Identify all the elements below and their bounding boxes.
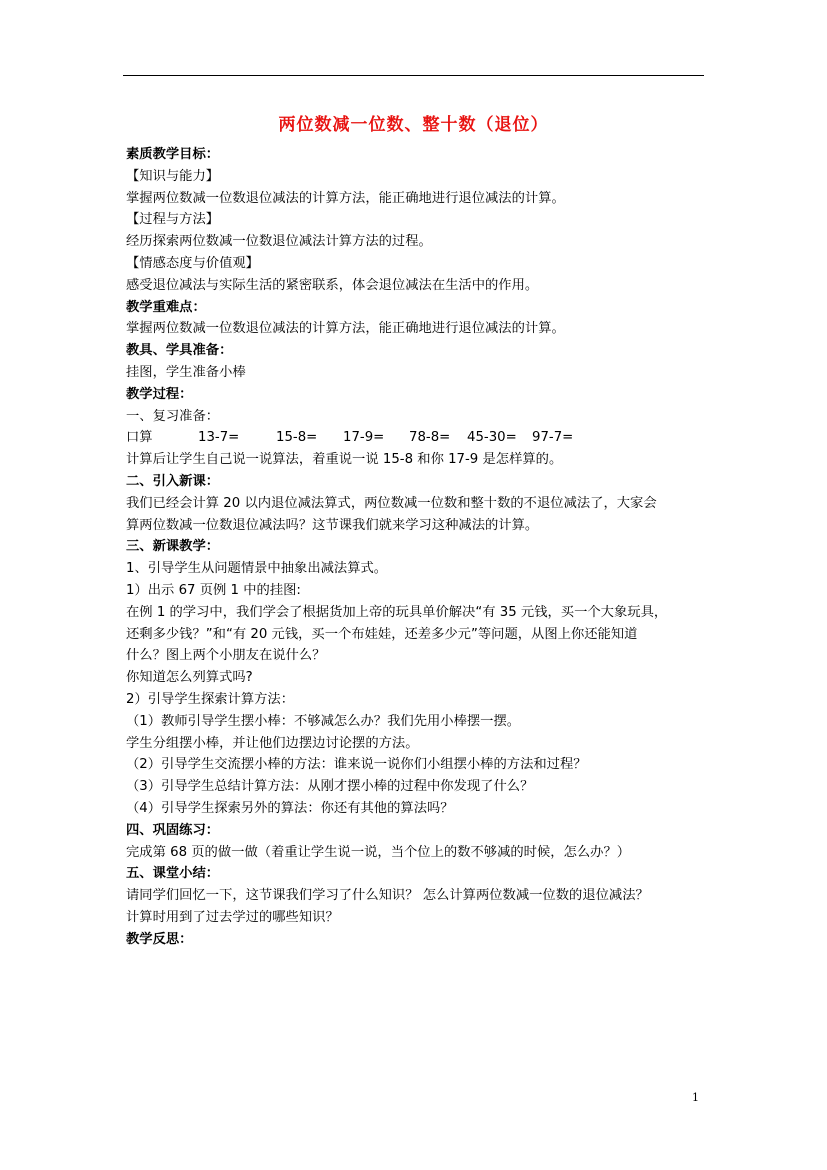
calc-item: 13-7=: [198, 430, 240, 446]
paragraph-line: 1、引导学生从问题情景中抽象出减法算式。: [126, 561, 388, 577]
paragraph-line: 计算时用到了过去学过的哪些知识？: [126, 909, 339, 925]
paragraph-line: 学生分组摆小棒，并让他们边摆边讨论摆的方法。: [126, 735, 419, 751]
paragraph-line: 完成第 68 页的做一做（着重让学生说一说，当个位上的数不够减的时候，怎么办？）: [126, 844, 631, 860]
calc-item: 97-7=: [532, 430, 574, 446]
section-heading: 四、巩固练习：: [126, 822, 220, 838]
oral-calc-row: [126, 427, 716, 449]
paragraph-line: 还剩多少钱？”和“有 20 元钱，买一个布娃娃，还差多少元”等问题，从图上你还能知道: [126, 626, 638, 642]
paragraph-line: 2）引导学生探索计算方法：: [126, 691, 295, 707]
paragraph-line: 请同学们回忆一下，这节课我们学习了什么知识？ 怎么计算两位数减一位数的退位减法？: [126, 888, 649, 904]
calc-item: 15-8=: [276, 430, 318, 446]
paragraph-line: （4）引导学生探索另外的算法：你还有其他的算法吗？: [126, 800, 454, 816]
paragraph-line: 什么？图上两个小朋友在说什么？: [126, 648, 326, 664]
paragraph-line: 计算后让学生自己说一说算法，着重说一说 15-8 和你 17-9 是怎样算的。: [126, 452, 563, 468]
paragraph-line: （2）引导学生交流摆小棒的方法：谁来说一说你们小组摆小棒的方法和过程？: [126, 757, 587, 773]
document-title: 两位数减一位数、整十数（退位）: [278, 115, 549, 135]
section-heading: 五、课堂小结：: [126, 866, 220, 882]
subheading: 【过程与方法】: [126, 212, 220, 228]
paragraph-line: 感受退位减法与实际生活的紧密联系，体会退位减法在生活中的作用。: [126, 277, 539, 293]
section-heading: 三、新课教学：: [126, 539, 220, 555]
calc-item: 78-8=: [409, 430, 451, 446]
section-heading: 教学反思：: [126, 931, 193, 947]
paragraph-line: 我们已经会计算 20 以内退位减法算式，两位数减一位数和整十数的不退位减法了，大家会: [126, 495, 657, 511]
header-rule: [123, 75, 704, 76]
section-heading: 教学重难点：: [126, 299, 206, 315]
paragraph-line: （3）引导学生总结计算方法：从刚才摆小棒的过程中你发现了什么？: [126, 779, 534, 795]
document-body: [126, 144, 716, 950]
section-heading: 二、引入新课：: [126, 473, 220, 489]
paragraph-line: （1）教师引导学生摆小棒：不够减怎么办？我们先用小棒摆一摆。: [126, 713, 521, 729]
paragraph-line: 一、复习准备：: [126, 408, 220, 424]
page-number: 1: [692, 1091, 699, 1104]
paragraph-line: 掌握两位数减一位数退位减法的计算方法，能正确地进行退位减法的计算。: [126, 321, 565, 337]
calc-item: 45-30=: [467, 430, 517, 446]
section-heading: 教具、学具准备：: [126, 343, 233, 359]
paragraph-line: 1）出示 67 页例 1 中的挂图:: [126, 582, 301, 598]
paragraph-line: 算两位数减一位数退位减法吗？这节课我们就来学习这种减法的计算。: [126, 517, 539, 533]
oral-calc-label: 口算: [126, 430, 153, 446]
paragraph-line: 挂图，学生准备小棒: [126, 364, 246, 380]
section-heading: 素质教学目标：: [126, 147, 220, 162]
paragraph-line: 你知道怎么列算式吗?: [126, 670, 253, 686]
section-heading: 教学过程：: [126, 386, 193, 402]
paragraph-line: 掌握两位数减一位数退位减法的计算方法，能正确地进行退位减法的计算。: [126, 190, 565, 206]
subheading: 【知识与能力】: [126, 168, 220, 184]
calc-item: 17-9=: [343, 430, 385, 446]
subheading: 【情感态度与价值观】: [126, 255, 259, 271]
paragraph-line: 在例 1 的学习中，我们学会了根据货加上帝的玩具单价解决“有 35 元钱，买一个大象玩具，: [126, 604, 668, 620]
paragraph-line: 经历探索两位数减一位数退位减法计算方法的过程。: [126, 234, 432, 250]
